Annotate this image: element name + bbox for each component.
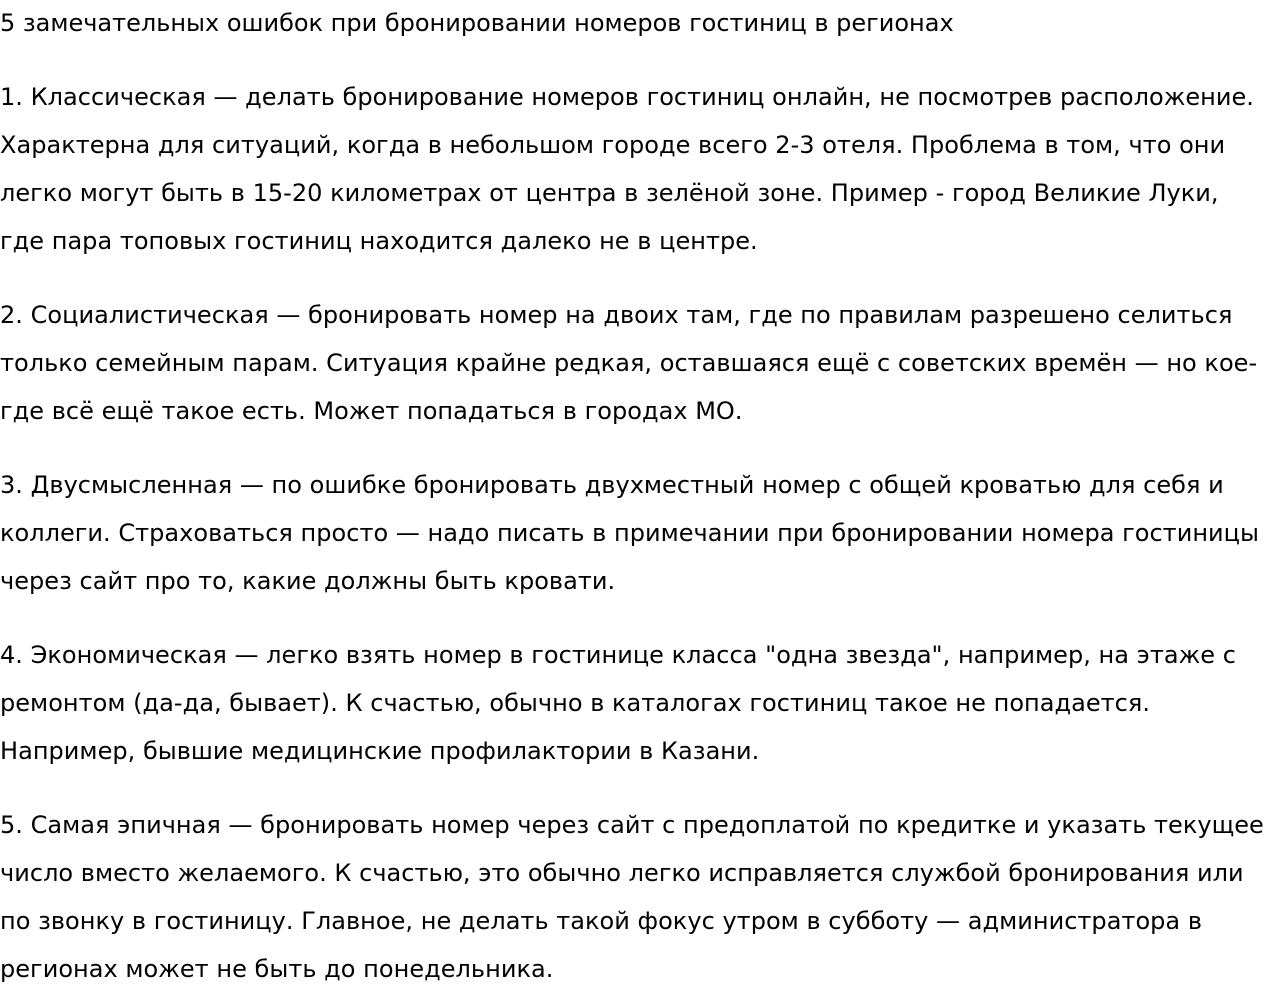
paragraph-3: 3. Двусмысленная — по ошибке бронировать двухместный номер с общей кроватью для себя и коллеги. Страховаться просто — надо писать в примечании при бронировании номера гостиницы через сайт про то, какие должны быть кровати. (0, 471, 1260, 595)
paragraph-2: 2. Социалистическая — бронировать номер на двоих там, где по правилам разрешено селиться только семейным парам. Ситуация крайне редкая, оставшаяся ещё с советских времён — но кое-где всё ещё такое есть. Может попадаться в городах МО. (0, 301, 1258, 425)
paragraph-5: 5. Самая эпичная — бронировать номер через сайт с предоплатой по кредитке и указать текущее число вместо желаемого. К счастью, это обычно легко исправляется службой бронирования или по звонку в гостиницу. Главное, не делать такой фокус утром в субботу — администратора в регионах может не быть до понедельника. (0, 811, 1264, 983)
paragraph-4: 4. Экономическая — легко взять номер в гостинице класса "одна звезда", например, на этаже с ремонтом (да-да, бывает). К счастью, обычно в каталогах гостиниц такое не попадается. Например, бывшие медицинские профилактории в Казани. (0, 641, 1236, 765)
article-title: 5 замечательных ошибок при бронировании номеров гостиниц в регионах (0, 9, 954, 37)
paragraph-1: 1. Классическая — делать бронирование номеров гостиниц онлайн, не посмотрев расположение. Характерна для ситуаций, когда в небольшом городе всего 2-3 отеля. Проблема в том, что они легко могут быть в 15-20 километрах от центра в зелёной зоне. Пример - город Великие Луки, где пара топовых гостиниц находится далеко не в центре. (0, 83, 1254, 255)
